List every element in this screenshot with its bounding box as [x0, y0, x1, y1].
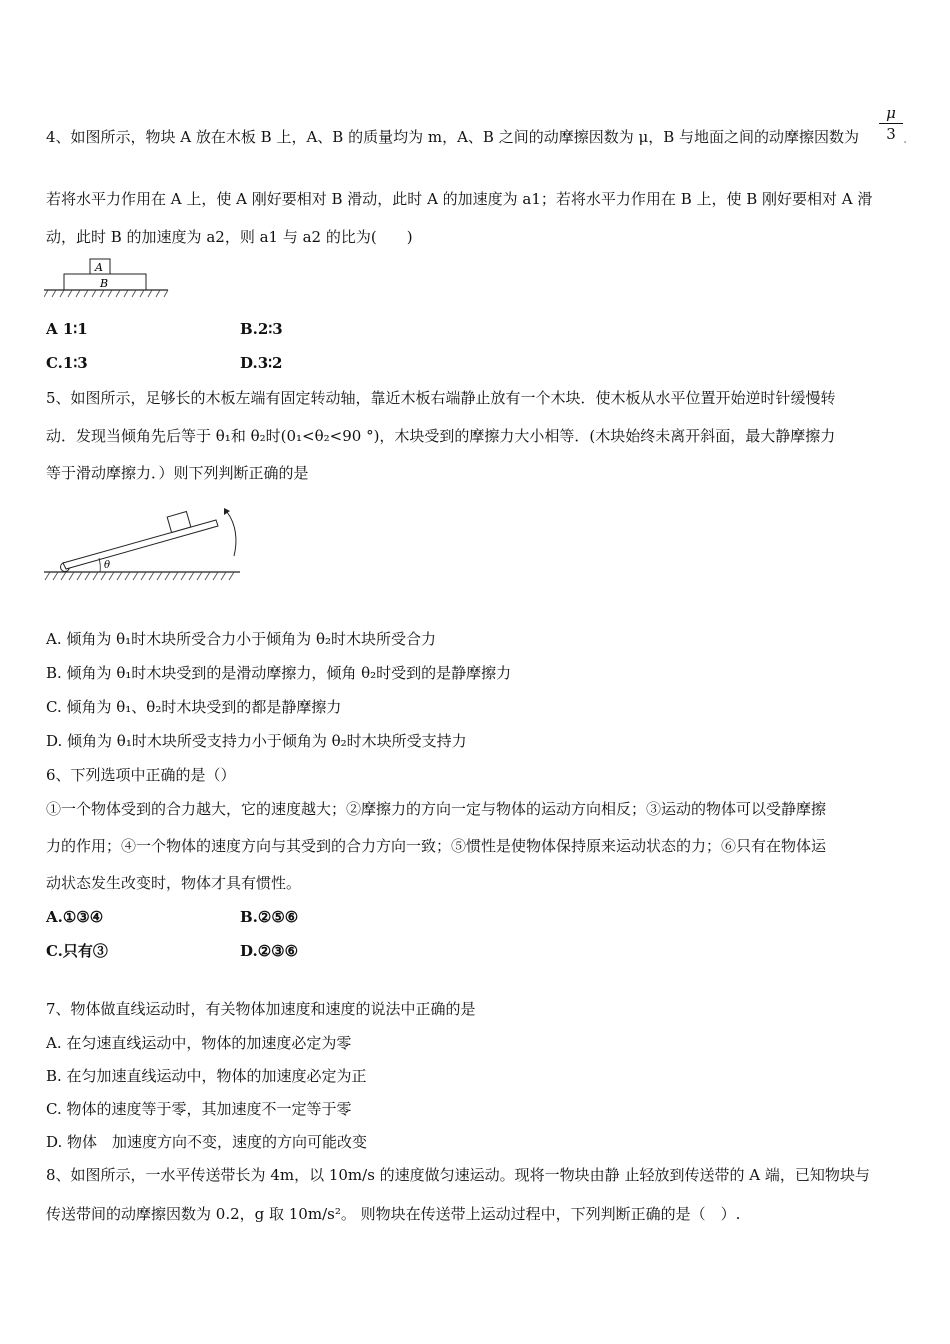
q5-option-a[interactable]: A. 倾角为 θ₁时木块所受合力小于倾角为 θ₂时木块所受合力 — [46, 630, 436, 648]
q6-stem-line2: ①一个物体受到的合力越大，它的速度越大；②摩擦力的方向一定与物体的运动方向相反；③运动的物体可以受静摩擦 — [46, 800, 827, 818]
fraction-bar — [879, 123, 903, 124]
q5-stem-line1: 5、如图所示，足够长的木板左端有固定转动轴，靠近木板右端静止放有一个木块．使木板从水平位置开始逆时针缓慢转 — [46, 389, 836, 407]
q4-frac-tail: . — [904, 129, 906, 147]
q6-stem-line4: 动状态发生改变时，物体才具有惯性。 — [46, 874, 302, 892]
q5-option-c[interactable]: C. 倾角为 θ₁、θ₂时木块受到的都是静摩擦力 — [46, 698, 342, 716]
q7-option-d[interactable]: D. 物体 加速度方向不变，速度的方向可能改变 — [46, 1133, 368, 1151]
q6-option-d[interactable]: D.②③⑥ — [240, 942, 299, 960]
q6-option-c[interactable]: C.只有③ — [46, 942, 108, 960]
q4-option-d[interactable]: D.3∶2 — [240, 354, 283, 372]
rotation-arrow — [227, 512, 236, 556]
q7-stem: 7、物体做直线运动时，有关物体加速度和速度的说法中正确的是 — [46, 1000, 476, 1018]
angle-arc — [99, 558, 100, 572]
q4-option-a[interactable]: A 1∶1 — [46, 320, 88, 338]
q7-option-a[interactable]: A. 在匀速直线运动中，物体的加速度必定为零 — [46, 1034, 352, 1052]
q4-stem-line3: 动，此时 B 的加速度为 a2，则 a1 与 a2 的比为( ) — [46, 228, 413, 246]
q4-option-c[interactable]: C.1∶3 — [46, 354, 88, 372]
q4-option-b[interactable]: B.2∶3 — [240, 320, 283, 338]
q5-option-b[interactable]: B. 倾角为 θ₁时木块受到的是滑动摩擦力，倾角 θ₂时受到的是静摩擦力 — [46, 664, 512, 682]
fraction-denominator: 3 — [886, 125, 896, 143]
q5-stem-line3: 等于滑动摩擦力．）则下列判断正确的是 — [46, 464, 309, 482]
ground-hatch — [44, 290, 168, 297]
q4-stem-line2: 若将水平力作用在 A 上，使 A 刚好要相对 B 滑动，此时 A 的加速度为 a1；若将水平力作用在 B 上，使 B 刚好要相对 A 滑 — [46, 190, 873, 208]
q5-option-d[interactable]: D. 倾角为 θ₁时木块所受支持力小于倾角为 θ₂时木块所受支持力 — [46, 732, 467, 750]
q4-figure-blocks-on-ground — [44, 256, 170, 302]
q6-stem-line1: 6、下列选项中正确的是（） — [46, 766, 236, 784]
q6-option-a[interactable]: A.①③④ — [46, 908, 104, 926]
rotation-arrowhead — [224, 508, 230, 515]
block-a-label: A — [95, 261, 103, 274]
ground-hatch — [45, 572, 234, 580]
fraction-numerator: μ — [886, 104, 896, 122]
q8-stem-line2: 传送带间的动摩擦因数为 0.2，g 取 10m/s²。 则物块在传送带上运动过程中，下列判断正确的是（ ）. — [46, 1205, 741, 1223]
q7-option-b[interactable]: B. 在匀加速直线运动中，物体的加速度必定为正 — [46, 1067, 367, 1085]
angle-theta-label: θ — [104, 560, 111, 571]
q8-stem-line1: 8、如图所示，一水平传送带长为 4m，以 10m/s 的速度做匀速运动。现将一物块由静 止轻放到传送带的 A 端，已知物块与 — [46, 1166, 870, 1184]
q4-stem-line1: 4、如图所示，物块 A 放在木板 B 上，A、B 的质量均为 m，A、B 之间的动摩擦因数为 μ，B 与地面之间的动摩擦因数为 — [46, 128, 860, 146]
q4-fraction-mu-over-3 — [879, 104, 903, 143]
q6-option-b[interactable]: B.②⑤⑥ — [240, 908, 299, 926]
board-b-label: B — [100, 277, 109, 290]
q5-stem-line2: 动．发现当倾角先后等于 θ₁和 θ₂时(0₁<θ₂<90 °)，木块受到的摩擦力大小相等．(木块始终未离开斜面，最大静摩擦力 — [46, 427, 836, 445]
q6-stem-line3: 力的作用；④一个物体的速度方向与其受到的合力方向一致；⑤惯性是使物体保持原来运动状态的力；⑥只有在物体运 — [46, 837, 827, 855]
q5-figure-inclined-board — [44, 500, 244, 590]
q7-option-c[interactable]: C. 物体的速度等于零，其加速度不一定等于零 — [46, 1100, 352, 1118]
inclined-board — [63, 520, 218, 569]
